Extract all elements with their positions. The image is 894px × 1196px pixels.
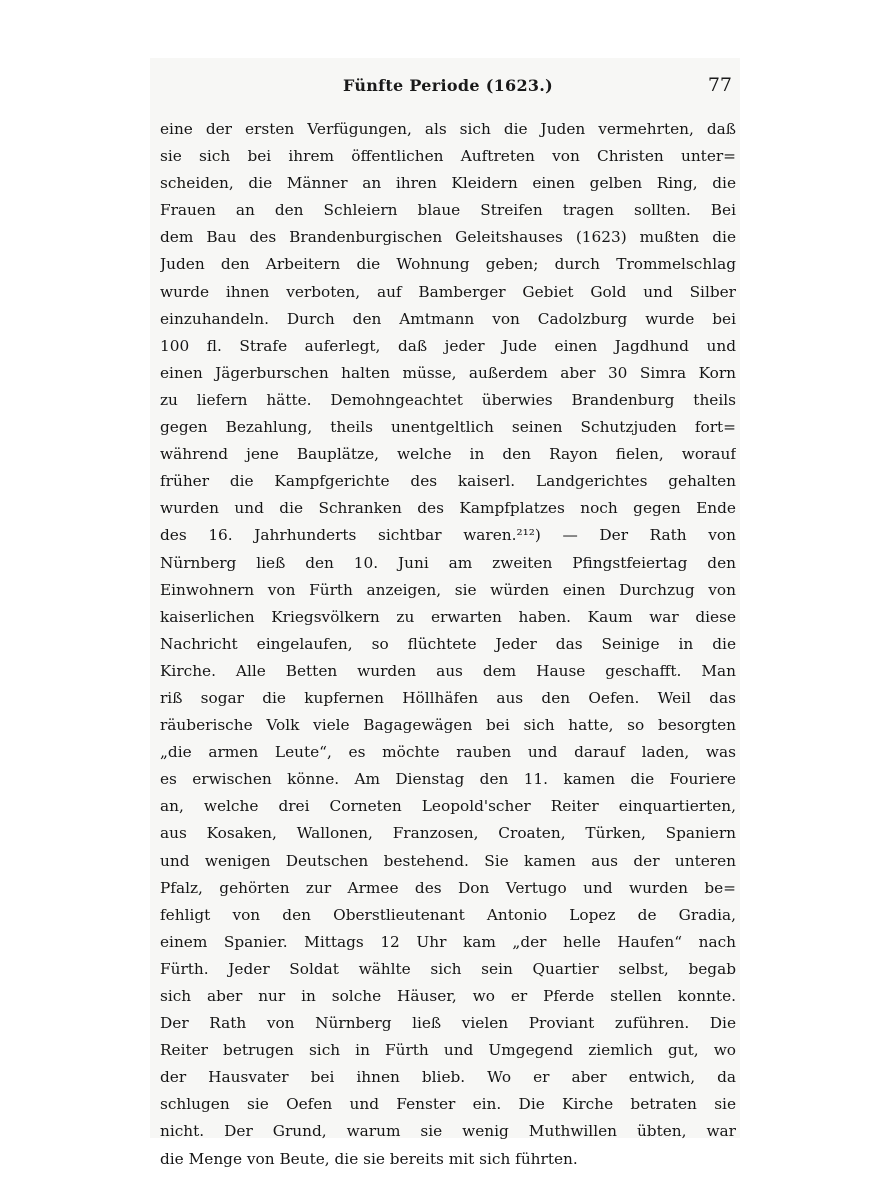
text-line: räuberische Volk viele Bagagewägen bei sich hatte, so besorgten	[160, 716, 736, 735]
text-line: sie sich bei ihrem öffentlichen Auftreten von Christen unter=	[160, 147, 736, 166]
text-line: früher die Kampfgerichte des kaiserl. Landgerichtes gehalten	[160, 472, 736, 491]
text-line: 100 fl. Strafe auferlegt, daß jeder Jude einen Jagdhund und	[160, 336, 736, 355]
text-line: zu liefern hätte. Demohngeachtet überwies Brandenburg theils	[160, 390, 736, 409]
text-line: schlugen sie Oefen und Fenster ein. Die Kirche betraten sie	[160, 1095, 736, 1114]
text-line: Einwohnern von Fürth anzeigen, sie würden einen Durchzug von	[160, 580, 736, 599]
page-number: 77	[707, 74, 732, 96]
text-line: einen Jägerburschen halten müsse, außerdem aber 30 Simra Korn	[160, 363, 736, 382]
text-line: dem Bau des Brandenburgischen Geleitshauses (1623) mußten die	[160, 228, 736, 247]
text-line: Kirche. Alle Betten wurden aus dem Hause geschafft. Man	[160, 661, 736, 680]
text-line: es erwischen könne. Am Dienstag den 11. kamen die Fouriere	[160, 770, 736, 789]
text-line: während jene Bauplätze, welche in den Rayon fielen, worauf	[160, 445, 736, 464]
text-line: „die armen Leute“, es möchte rauben und darauf laden, was	[160, 743, 736, 762]
text-line: fehligt von den Oberstlieutenant Antonio Lopez de Gradia,	[160, 905, 736, 924]
text-line: einem Spanier. Mittags 12 Uhr kam „der helle Haufen“ nach	[160, 932, 736, 951]
running-title: Fünfte Periode (1623.)	[342, 76, 554, 95]
text-line: an, welche drei Corneten Leopold'scher Reiter einquartierten,	[160, 797, 736, 816]
text-line: sich aber nur in solche Häuser, wo er Pferde stellen konnte.	[160, 987, 736, 1005]
text-line: aus Kosaken, Wallonen, Franzosen, Croaten, Türken, Spaniern	[160, 824, 736, 843]
text-line: kaiserlichen Kriegsvölkern zu erwarten haben. Kaum war diese	[160, 607, 736, 626]
text-line: einzuhandeln. Durch den Amtmann von Cadolzburg wurde bei	[160, 309, 736, 328]
text-line: Reiter betrugen sich in Fürth und Umgegend ziemlich gut, wo	[160, 1041, 736, 1060]
body-text	[160, 116, 736, 1173]
text-line: Fürth. Jeder Soldat wählte sich sein Quartier selbst, begab	[160, 959, 736, 978]
text-line: wurde ihnen verboten, auf Bamberger Gebiet Gold und Silber	[160, 282, 736, 301]
text-line: gegen Bezahlung, theils unentgeltlich seinen Schutzjuden fort=	[160, 418, 736, 437]
text-line: Pfalz, gehörten zur Armee des Don Vertugo und wurden be=	[160, 878, 736, 897]
text-line: nicht. Der Grund, warum sie wenig Muthwillen übten, war	[160, 1122, 736, 1141]
text-line: die Menge von Beute, die sie bereits mit sich führten.	[160, 1149, 578, 1168]
text-line: und wenigen Deutschen bestehend. Sie kamen aus der unteren	[160, 851, 736, 870]
text-line: Nachricht eingelaufen, so flüchtete Jeder das Seinige in die	[160, 634, 736, 653]
text-line: riß sogar die kupfernen Höllhäfen aus den Oefen. Weil das	[160, 688, 736, 707]
text-line: Juden den Arbeitern die Wohnung geben; durch Trommelschlag	[160, 255, 736, 274]
text-line: Der Rath von Nürnberg ließ vielen Proviant zuführen. Die	[160, 1014, 736, 1033]
text-line: der Hausvater bei ihnen blieb. Wo er aber entwich, da	[160, 1068, 736, 1087]
text-line: eine der ersten Verfügungen, als sich die Juden vermehrten, daß	[160, 120, 736, 138]
text-line: wurden und die Schranken des Kampfplatzes noch gegen Ende	[160, 499, 736, 518]
page-header	[160, 76, 736, 100]
text-line: Nürnberg ließ den 10. Juni am zweiten Pfingstfeiertag den	[160, 553, 736, 572]
text-line: scheiden, die Männer an ihren Kleidern einen gelben Ring, die	[160, 174, 736, 193]
text-line: Frauen an den Schleiern blaue Streifen tragen sollten. Bei	[160, 201, 736, 220]
text-line: des 16. Jahrhunderts sichtbar waren.²¹²) — Der Rath von	[160, 526, 736, 545]
